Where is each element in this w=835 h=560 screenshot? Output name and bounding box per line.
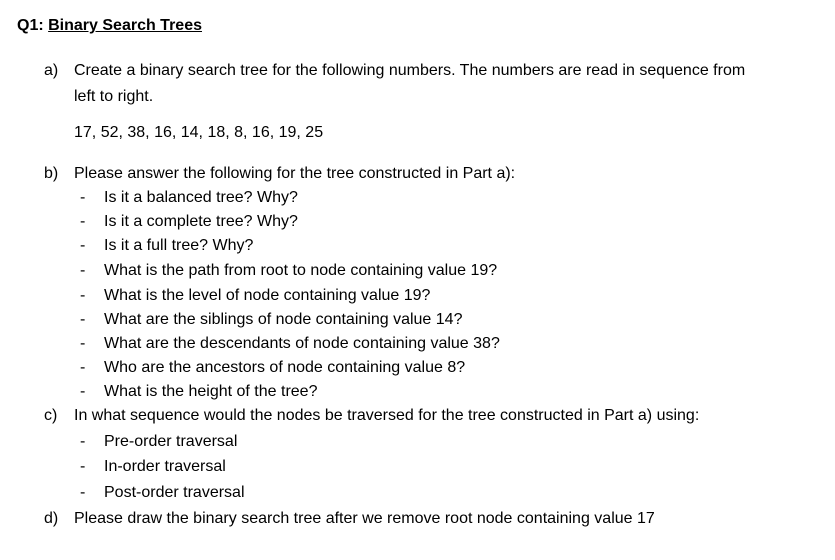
part-b-marker: b) (44, 165, 59, 182)
part-d-text: Please draw the binary search tree after we remove root node containing value 17 (74, 510, 655, 527)
part-c-item: Post-order traversal (104, 484, 245, 501)
part-b-item: Who are the ancestors of node containing value 8? (104, 359, 466, 376)
list-bullet: - (80, 484, 86, 501)
part-c-item: Pre-order traversal (104, 433, 238, 450)
list-bullet: - (80, 359, 86, 376)
list-bullet: - (80, 213, 86, 230)
question-prefix: Q1: (17, 17, 44, 34)
part-b-item: What is the height of the tree? (104, 383, 318, 400)
part-a-text-line1: Create a binary search tree for the following numbers. The numbers are read in sequence from (74, 62, 746, 79)
part-b-item: What are the descendants of node containing value 38? (104, 335, 500, 352)
part-c-intro: In what sequence would the nodes be traversed for the tree constructed in Part a) using: (74, 407, 700, 424)
list-bullet: - (80, 335, 86, 352)
list-bullet: - (80, 383, 86, 400)
part-b-item: What are the siblings of node containing value 14? (104, 311, 463, 328)
question-heading (17, 17, 202, 35)
list-bullet: - (80, 237, 86, 254)
part-a-text-line2: left to right. (74, 88, 154, 105)
part-b-item: Is it a balanced tree? Why? (104, 189, 298, 206)
list-bullet: - (80, 433, 86, 450)
list-bullet: - (80, 311, 86, 328)
part-b-item: Is it a complete tree? Why? (104, 213, 298, 230)
part-b-item: What is the level of node containing value 19? (104, 287, 431, 304)
part-c-marker: c) (44, 407, 58, 424)
list-bullet: - (80, 189, 86, 206)
list-bullet: - (80, 262, 86, 279)
part-b-intro: Please answer the following for the tree constructed in Part a): (74, 165, 516, 182)
question-title: Binary Search Trees (48, 17, 202, 34)
part-a-marker: a) (44, 62, 59, 79)
part-b-item: Is it a full tree? Why? (104, 237, 254, 254)
part-c-item: In-order traversal (104, 458, 226, 475)
list-bullet: - (80, 458, 86, 475)
part-b-item: What is the path from root to node containing value 19? (104, 262, 498, 279)
part-a-numbers: 17, 52, 38, 16, 14, 18, 8, 16, 19, 25 (74, 124, 324, 141)
part-d-marker: d) (44, 510, 59, 527)
list-bullet: - (80, 287, 86, 304)
